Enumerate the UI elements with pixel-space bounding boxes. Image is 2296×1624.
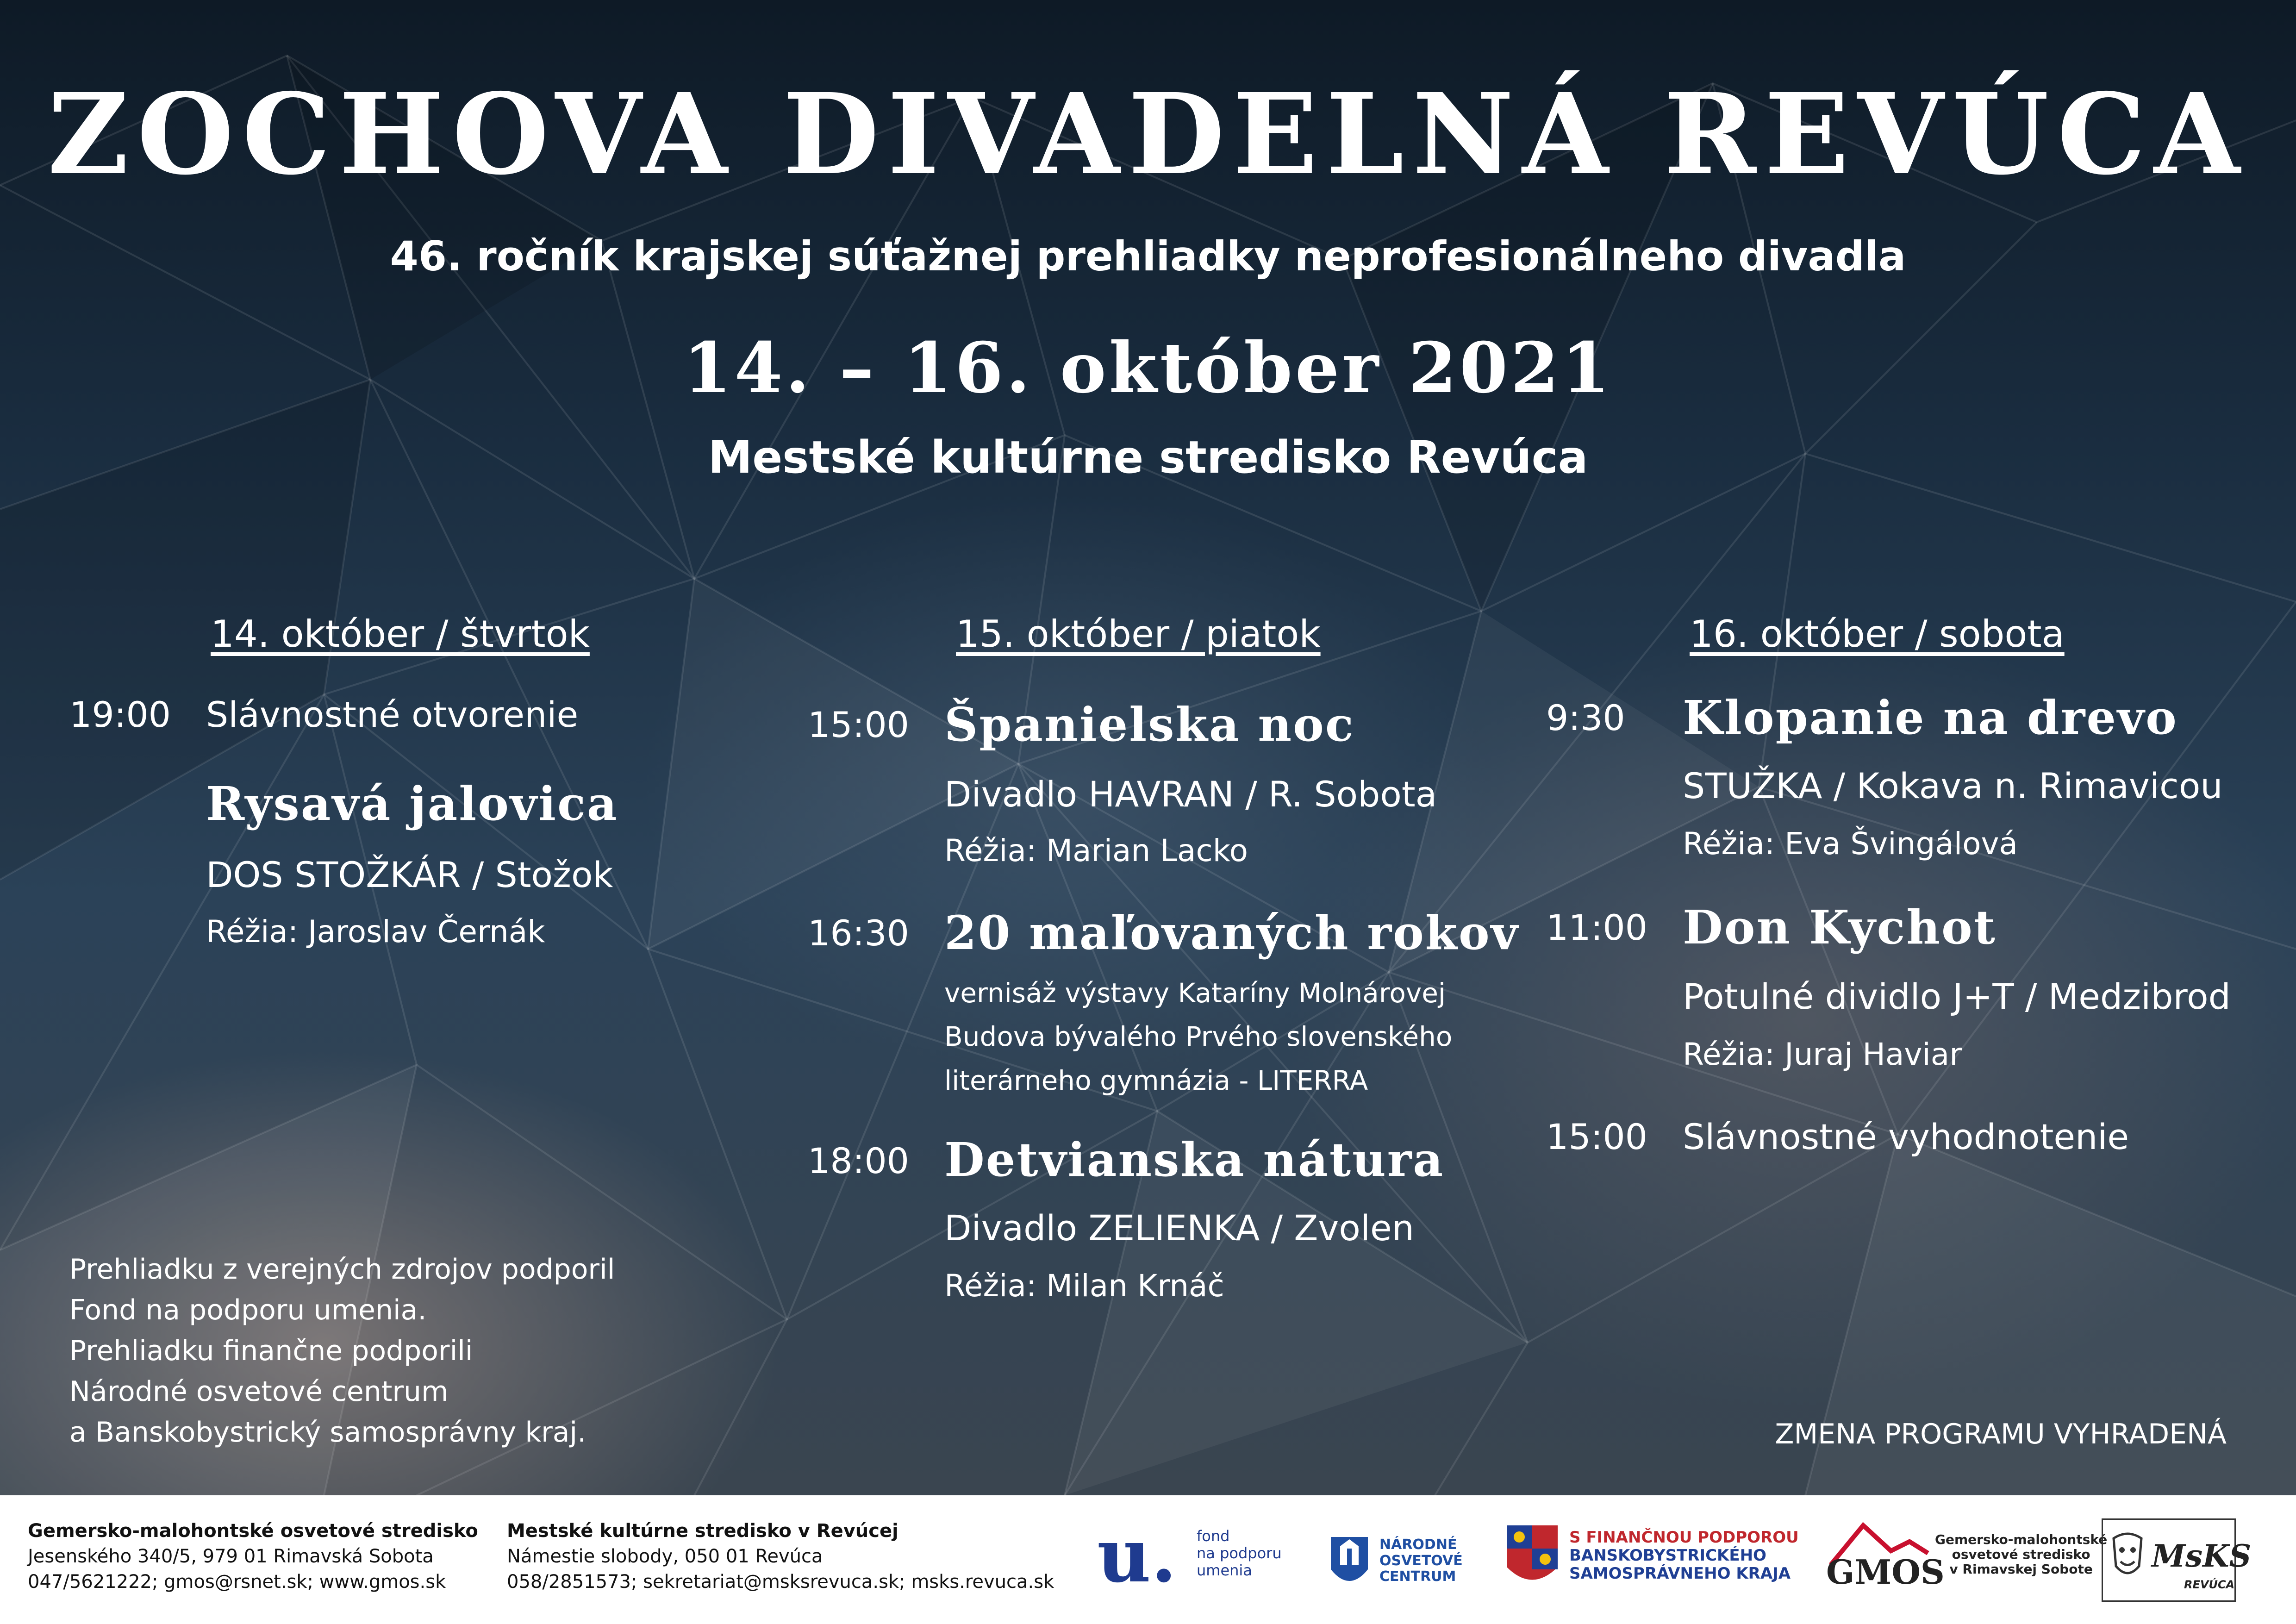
gmos-logo-mark: GMOS: [1826, 1552, 1945, 1592]
support-line: Prehliadku z verejných zdrojov podporil: [69, 1253, 615, 1286]
event-time: 19:00: [69, 694, 171, 735]
support-line: a Banskobystrický samosprávny kraj.: [69, 1416, 586, 1449]
gmos-logo-text: [1935, 1532, 2107, 1577]
show-ensemble: DOS STOŽKÁR / Stožok: [206, 854, 613, 895]
org1-address: Jesenského 340/5, 979 01 Rimavská Sobota: [28, 1546, 434, 1567]
org2-address: Námestie slobody, 050 01 Revúca: [507, 1546, 823, 1567]
bbsk-logo-text: [1569, 1529, 1799, 1583]
footer: [0, 1495, 2296, 1624]
bbsk-logo: [1504, 1523, 1828, 1597]
noc-text-line: CENTRUM: [1379, 1568, 1456, 1585]
fpu-text-line: umenia: [1197, 1561, 1252, 1579]
event-time: 15:00: [1546, 1116, 1648, 1157]
event-title-text: Slávnostné vyhodnotenie: [1683, 1116, 2129, 1157]
fpu-text-line: fond: [1197, 1527, 1230, 1545]
show-ensemble: STUŽKA / Kokava n. Rimavicou: [1683, 765, 2223, 806]
noc-text-line: NÁRODNÉ: [1379, 1537, 1457, 1553]
gmos-text-line: osvetové stredisko: [1952, 1547, 2090, 1562]
event-dates: 14. – 16. október 2021: [683, 327, 1613, 409]
show-director: Réžia: Milan Krnáč: [944, 1268, 1224, 1304]
show-title: Detvianska nátura: [944, 1132, 1445, 1187]
org2-name: Mestské kultúrne stredisko v Revúcej: [507, 1520, 898, 1542]
support-line: Národné osvetové centrum: [69, 1375, 449, 1408]
program-change-notice: ZMENA PROGRAMU VYHRADENÁ: [1775, 1418, 2227, 1450]
show-director: Réžia: Jaroslav Černák: [206, 914, 545, 949]
event-venue: Mestské kultúrne stredisko Revúca: [708, 431, 1588, 483]
support-line: Fond na podporu umenia.: [69, 1294, 427, 1326]
gmos-text-line: Gemersko-malohontské: [1935, 1532, 2108, 1547]
msks-logo-mark: MsKS: [2152, 1538, 2252, 1574]
org1-contact: 047/5621222; gmos@rsnet.sk; www.gmos.sk: [28, 1571, 446, 1593]
msks-logo-sub: REVÚCA: [2184, 1578, 2235, 1591]
show-ensemble: Divadlo ZELIENKA / Zvolen: [944, 1207, 1414, 1249]
event-time: 9:30: [1546, 697, 1625, 738]
show-title: Klopanie na drevo: [1683, 690, 2178, 745]
event-title-text: Slávnostné otvorenie: [206, 694, 579, 735]
noc-text-line: OSVETOVÉ: [1379, 1552, 1463, 1569]
show-ensemble: Divadlo HAVRAN / R. Sobota: [944, 774, 1437, 815]
show-title: Rysavá jalovica: [206, 776, 618, 831]
fpu-text-line: na podporu: [1197, 1544, 1282, 1562]
support-line: Prehliadku finančne podporili: [69, 1335, 473, 1367]
event-subtitle: 46. ročník krajskej súťažnej prehliadky neprofesionálneho divadla: [390, 232, 1906, 280]
org1-name: Gemersko-malohontské osvetové stredisko: [28, 1520, 478, 1542]
event-time: 18:00: [808, 1140, 910, 1181]
show-director: Réžia: Juraj Haviar: [1683, 1037, 1962, 1072]
bbsk-text-line: S FINANČNOU PODPOROU: [1569, 1528, 1799, 1547]
day-heading-1: 14. október / štvrtok: [211, 612, 590, 656]
event-title: ZOCHOVA DIVADELNÁ REVÚCA: [47, 69, 2249, 200]
bbsk-text-line: SAMOSPRÁVNEHO KRAJA: [1569, 1564, 1791, 1583]
fpu-logo: [1097, 1512, 1282, 1599]
show-director: Réžia: Eva Švingálová: [1683, 826, 2018, 862]
event-note: literárneho gymnázia - LITERRA: [944, 1065, 1368, 1096]
day-heading-3: 16. október / sobota: [1690, 612, 2065, 656]
day-heading-2: 15. október / piatok: [956, 612, 1321, 656]
event-time: 15:00: [808, 704, 910, 745]
gmos-logo: [1826, 1518, 2108, 1602]
show-title: Don Kychot: [1683, 900, 1997, 955]
show-director: Réžia: Marian Lacko: [944, 833, 1248, 868]
event-note: Budova bývalého Prvého slovenského: [944, 1021, 1453, 1052]
noc-logo: [1326, 1518, 1479, 1602]
fpu-logo-text: [1197, 1528, 1282, 1579]
msks-theatre-mask-icon: [2107, 1529, 2148, 1589]
msks-logo: [2102, 1518, 2252, 1602]
event-time: 16:30: [808, 912, 910, 954]
show-title: 20 maľovaných rokov: [944, 906, 1519, 960]
gmos-text-line: v Rimavskej Sobote: [1949, 1562, 2093, 1577]
event-note: vernisáž výstavy Kataríny Molnárovej: [944, 977, 1446, 1009]
show-title: Španielska noc: [944, 697, 1355, 752]
org2-contact: 058/2851573; sekretariat@msksrevuca.sk; msks.revuca.sk: [507, 1571, 1054, 1593]
fpu-logo-mark: u.: [1097, 1512, 1177, 1599]
event-time: 11:00: [1546, 907, 1648, 948]
noc-emblem-icon: [1326, 1528, 1373, 1593]
show-ensemble: Potulné dividlo J+T / Medzibrod: [1683, 976, 2231, 1017]
bbsk-coat-of-arms-icon: [1504, 1523, 1560, 1593]
bbsk-text-line: BANSKOBYSTRICKÉHO: [1569, 1546, 1766, 1565]
noc-logo-text: [1379, 1537, 1463, 1585]
